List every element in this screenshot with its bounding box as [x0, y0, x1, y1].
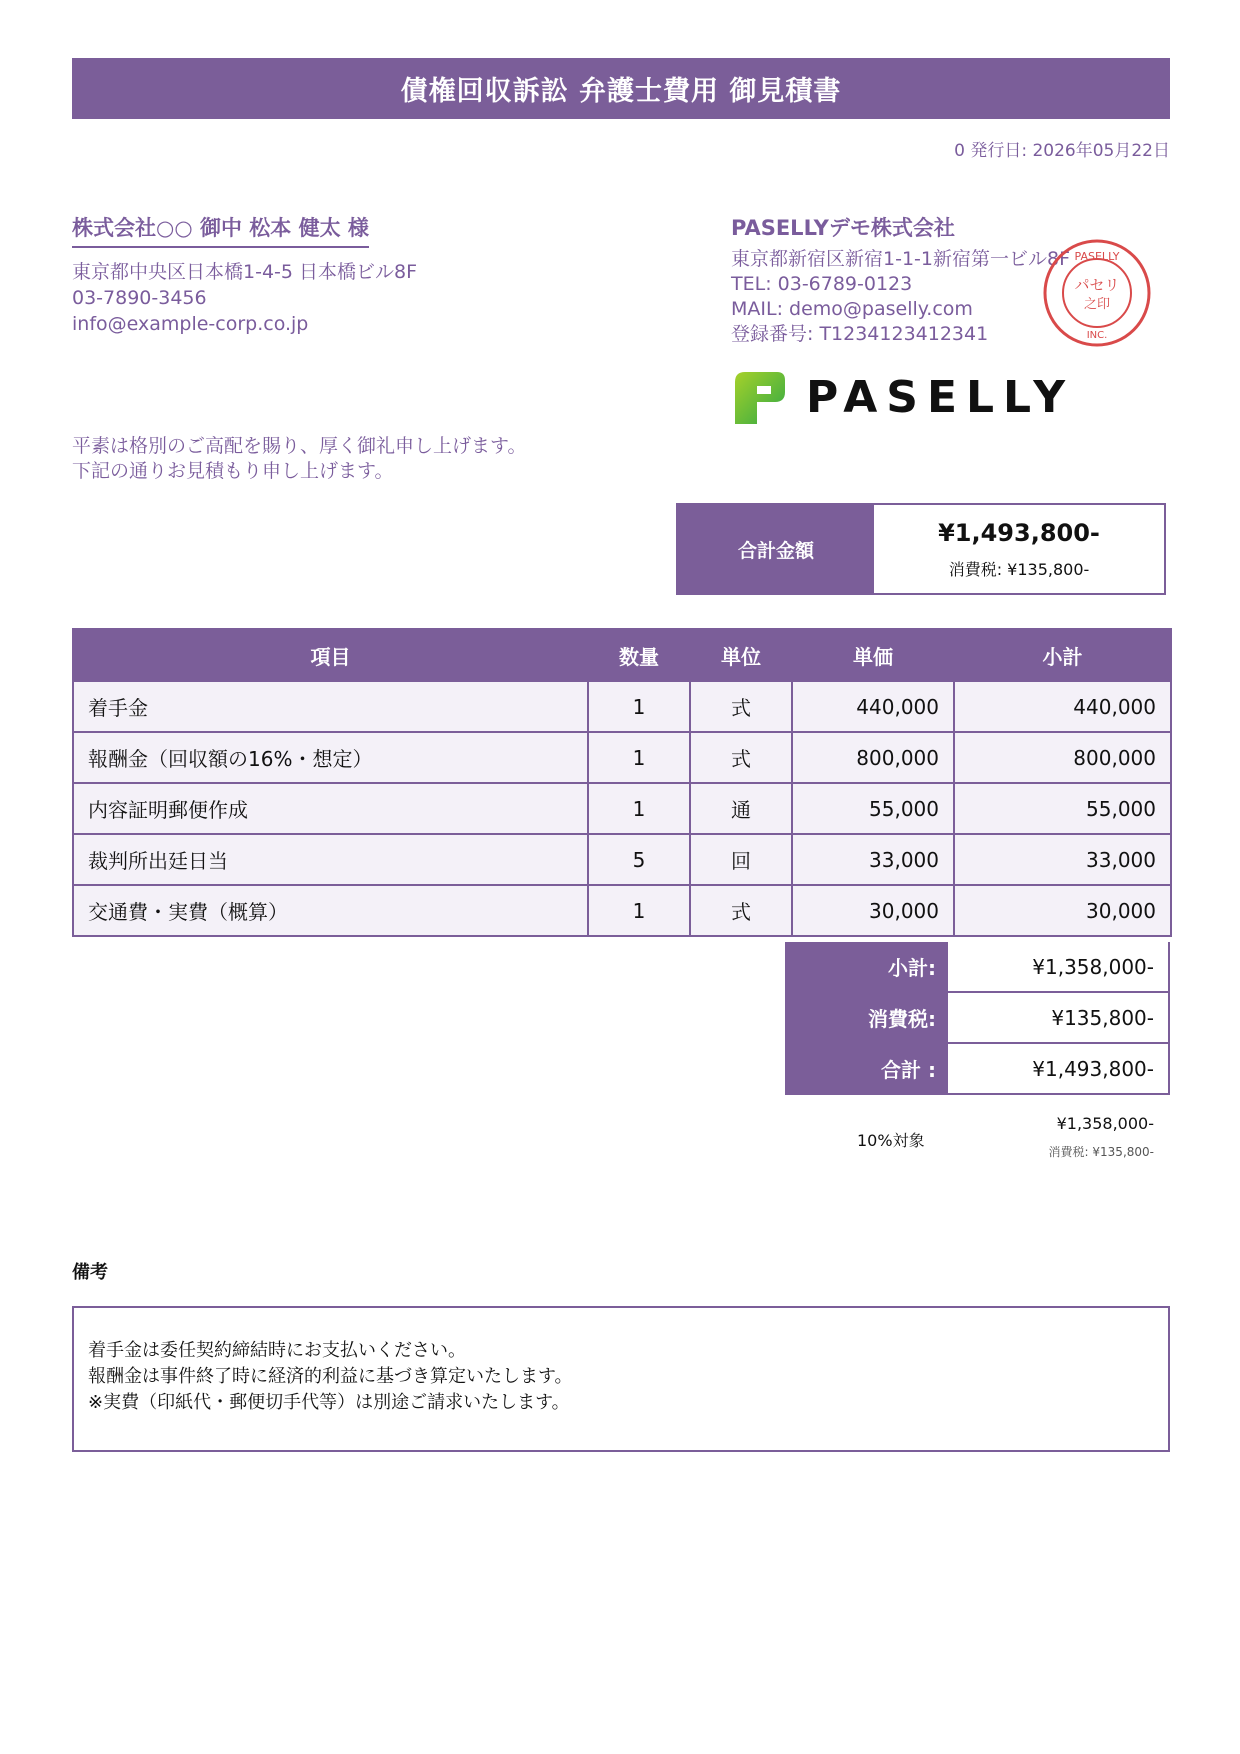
item-qty: 1	[588, 681, 690, 732]
item-price: 55,000	[792, 783, 954, 834]
item-unit: 式	[690, 732, 792, 783]
issuer-name: PASELLYデモ株式会社	[731, 216, 955, 240]
tax-target-label: 10%対象	[857, 1131, 925, 1150]
issuer-registration: 登録番号: T1234123412341	[731, 323, 989, 345]
total-amount-value: ¥1,493,800-	[938, 518, 1100, 547]
paselly-logo-icon	[731, 368, 787, 428]
summary-total-label: 合計 :	[787, 1044, 948, 1093]
paselly-logo-text: PASELLY	[806, 372, 1075, 423]
table-row	[73, 783, 1171, 834]
item-name: 着手金	[73, 681, 588, 732]
item-unit: 式	[690, 681, 792, 732]
issuer-tel: TEL: 03-6789-0123	[731, 273, 913, 295]
item-name: 交通費・実費（概算）	[73, 885, 588, 936]
item-price: 33,000	[792, 834, 954, 885]
summary-subtotal-row	[785, 942, 1170, 993]
total-amount-label: 合計金額	[678, 505, 874, 593]
client-email: info@example-corp.co.jp	[72, 313, 309, 335]
table-row	[73, 834, 1171, 885]
remarks-line-1: 着手金は委任契約締結時にお支払いください。	[88, 1340, 466, 1361]
client-name: 株式会社○○ 御中 松本 健太 様	[72, 212, 369, 248]
item-qty: 1	[588, 783, 690, 834]
remarks-line-3: ※実費（印紙代・郵便切手代等）は別途ご請求いたします。	[88, 1392, 570, 1413]
summary-subtotal-label: 小計:	[787, 942, 948, 991]
item-price: 30,000	[792, 885, 954, 936]
item-unit: 式	[690, 885, 792, 936]
header-unit: 単位	[690, 629, 792, 681]
company-seal-icon	[1042, 238, 1152, 348]
table-row	[73, 732, 1171, 783]
svg-text:パセリ: パセリ	[1074, 276, 1120, 294]
issuer-info	[731, 247, 1070, 347]
item-subtotal: 33,000	[954, 834, 1171, 885]
greeting-line-2: 下記の通りお見積もり申し上げます。	[72, 460, 394, 482]
header-item: 項目	[73, 629, 588, 681]
item-qty: 5	[588, 834, 690, 885]
item-subtotal: 30,000	[954, 885, 1171, 936]
item-qty: 1	[588, 885, 690, 936]
summary-tax-row	[785, 993, 1170, 1044]
svg-text:PASELLY: PASELLY	[1074, 250, 1120, 263]
total-amount-box	[676, 503, 1166, 595]
issuer-address: 東京都新宿区新宿1-1-1新宿第一ビル8F	[731, 248, 1070, 270]
item-subtotal: 440,000	[954, 681, 1171, 732]
header-subtotal: 小計	[954, 629, 1171, 681]
greeting	[72, 434, 526, 484]
remarks-box	[72, 1306, 1170, 1452]
summary-tax-value: ¥135,800-	[1051, 1005, 1154, 1030]
remarks-line-2: 報酬金は事件終了時に経済的利益に基づき算定いたします。	[88, 1366, 573, 1387]
client-info	[72, 259, 417, 337]
greeting-line-1: 平素は格別のご高配を賜り、厚く御礼申し上げます。	[72, 435, 527, 457]
item-unit: 回	[690, 834, 792, 885]
table-row	[73, 885, 1171, 936]
item-name: 裁判所出廷日当	[73, 834, 588, 885]
tax-target-amount: ¥1,358,000-	[1056, 1114, 1154, 1133]
total-tax-value: 消費税: ¥135,800-	[948, 559, 1090, 579]
item-qty: 1	[588, 732, 690, 783]
item-price: 800,000	[792, 732, 954, 783]
summary-subtotal-value: ¥1,358,000-	[1032, 954, 1154, 979]
total-amount-values	[874, 505, 1164, 593]
item-price: 440,000	[792, 681, 954, 732]
tax-target-tax: 消費税: ¥135,800-	[1048, 1145, 1154, 1159]
summary-total-row	[785, 1044, 1170, 1095]
item-subtotal: 800,000	[954, 732, 1171, 783]
summary-tax-label: 消費税:	[787, 993, 948, 1042]
issuer-mail: MAIL: demo@paselly.com	[731, 298, 973, 320]
item-subtotal: 55,000	[954, 783, 1171, 834]
line-items-table	[72, 628, 1172, 937]
table-header-row	[73, 629, 1171, 681]
table-row	[73, 681, 1171, 732]
summary-box	[785, 942, 1170, 1095]
document-title: 債権回収訴訟 弁護士費用 御見積書	[72, 58, 1170, 119]
remarks-title: 備考	[72, 1262, 108, 1283]
header-qty: 数量	[588, 629, 690, 681]
summary-total-value: ¥1,493,800-	[1032, 1056, 1154, 1081]
header-unit-price: 単価	[792, 629, 954, 681]
item-unit: 通	[690, 783, 792, 834]
svg-text:INC.: INC.	[1086, 330, 1108, 341]
client-phone: 03-7890-3456	[72, 287, 207, 309]
client-address: 東京都中央区日本橋1-4-5 日本橋ビル8F	[72, 261, 418, 283]
svg-text:之印: 之印	[1083, 297, 1111, 312]
item-name: 内容証明郵便作成	[73, 783, 588, 834]
issue-date: 0 発行日: 2026年05月22日	[954, 141, 1170, 161]
item-name: 報酬金（回収額の16%・想定）	[73, 732, 588, 783]
